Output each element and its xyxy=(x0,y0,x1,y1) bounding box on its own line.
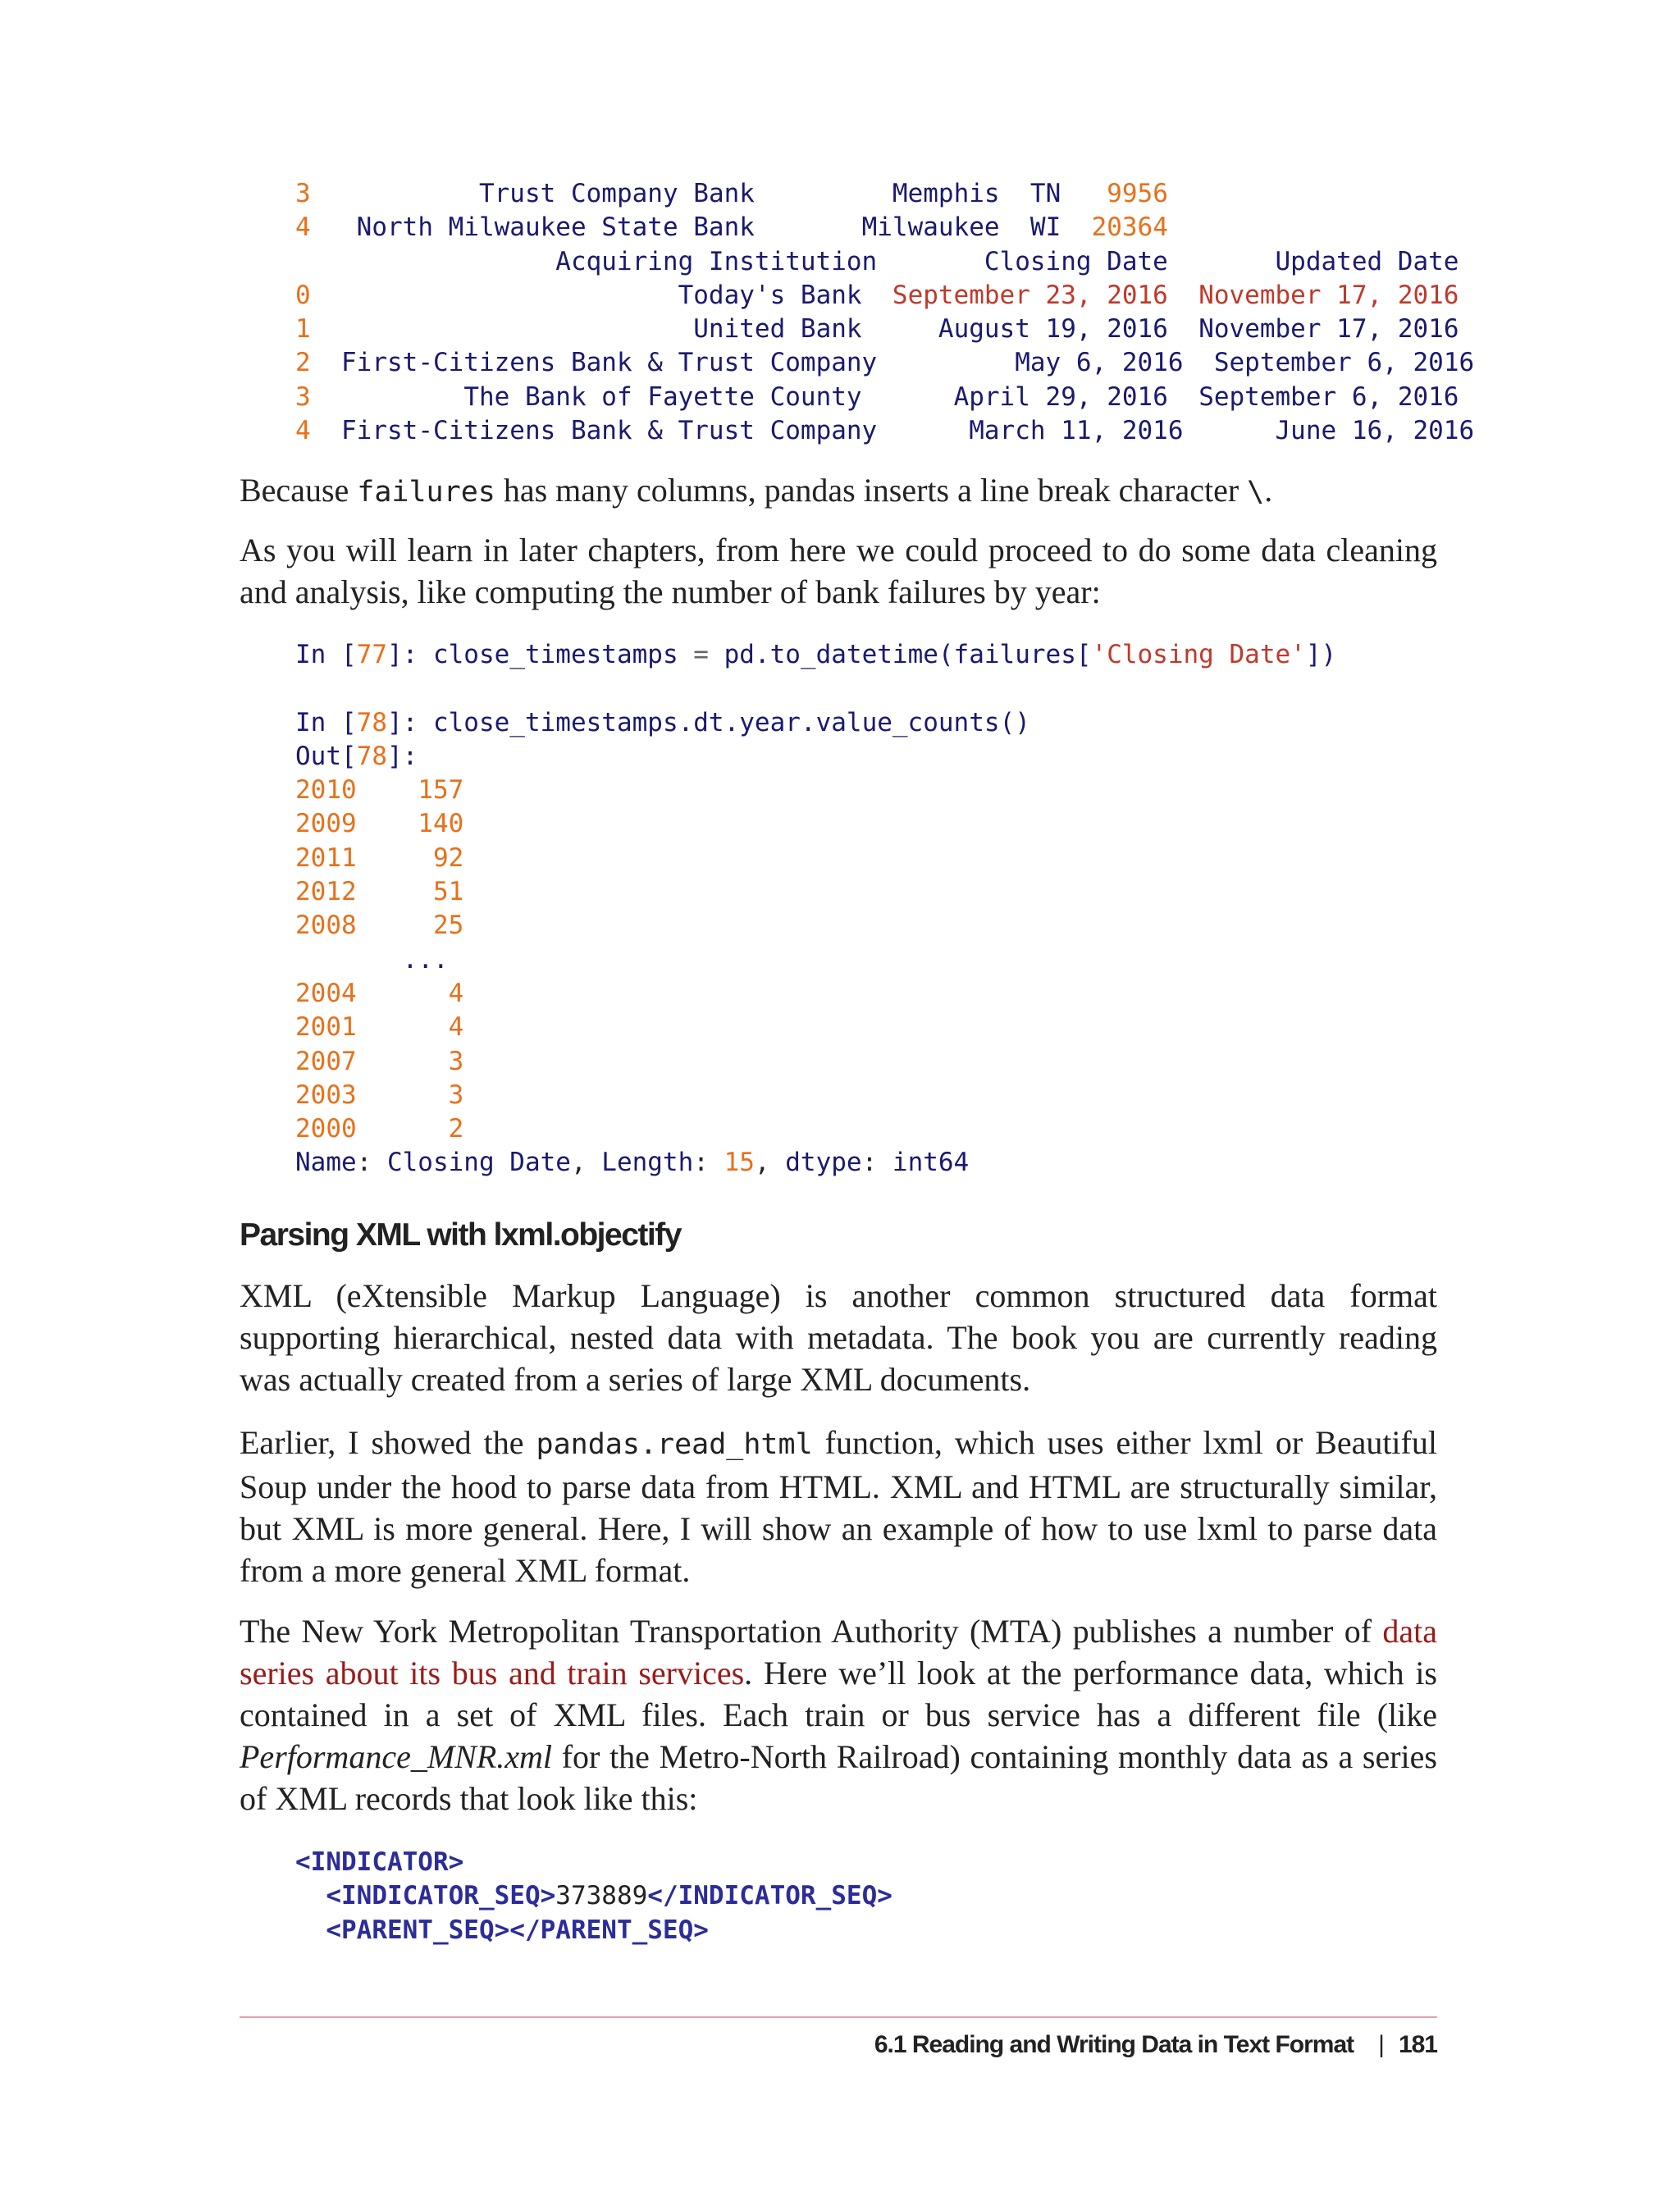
table-row: 1 United Bank August 19, 2016 November 17, 2016 xyxy=(295,314,1459,345)
count-row: 2007 3 xyxy=(295,1046,464,1076)
table-row: 4 North Milwaukee State Bank Milwaukee WI 20364 xyxy=(295,212,1168,243)
count-row: 2001 4 xyxy=(295,1012,464,1043)
paragraph-xml-intro: XML (eXtensible Markup Language) is another common structured data format supporting hierarchical, nested data with metadata. The book you are currently reading was actually created from a series of large XML documents. xyxy=(240,1277,1437,1398)
page-footer xyxy=(874,2031,1437,2059)
count-row: 2000 2 xyxy=(295,1114,464,1144)
code-block-value-counts xyxy=(295,638,1336,1180)
paragraph-read-html: Earlier, I showed the pandas.read_html function, which uses either lxml or Beautiful Soup under the hood to parse data from HTML. XML and HTML are structurally similar, but XML is more general. Here, I will show an example of how to use lxml to parse data from a more general XML format. xyxy=(240,1424,1437,1589)
series-footer: Name: Closing Date, Length: 15, dtype: int64 xyxy=(295,1148,970,1178)
count-row: 2009 140 xyxy=(295,809,464,839)
paragraph-line-break: Because failures has many columns, pandas inserts a line break character \. xyxy=(240,472,1273,509)
count-row: 2010 157 xyxy=(295,775,464,806)
paragraph-mta: The New York Metropolitan Transportation Authority (MTA) publishes a number of data series about its bus and train services. Here we’ll look at the performance data, which is contained in a set of XML files. Each train or bus service has a different file (like Performance_MNR.xml for the Metro-North Railroad) containing monthly data as a series of XML records that look like this: xyxy=(240,1613,1437,1817)
table-row: 4 First-Citizens Bank & Trust Company March 11, 2016 June 16, 2016 xyxy=(295,416,1475,446)
count-row: 2008 25 xyxy=(295,911,464,941)
page-number: 181 xyxy=(1398,2031,1437,2058)
count-row: 2011 92 xyxy=(295,842,464,873)
count-row: 2004 4 xyxy=(295,978,464,1008)
xml-line: <PARENT_SEQ></PARENT_SEQ> xyxy=(326,1915,709,1945)
xml-code-block xyxy=(295,1846,892,1947)
code-line-out78: Out[78]: xyxy=(295,741,418,771)
count-row: 2012 51 xyxy=(295,877,464,907)
dataframe-output xyxy=(295,177,1474,448)
section-heading: Parsing XML with lxml.objectify xyxy=(240,1217,681,1253)
mta-data-link[interactable]: data series about its bus and train services xyxy=(240,1613,1437,1691)
count-row: 2003 3 xyxy=(295,1080,464,1110)
table-row: 3 Trust Company Bank Memphis TN 9956 xyxy=(295,179,1168,208)
table-row: 2 First-Citizens Bank & Trust Company May 6, 2016 September 6, 2016 xyxy=(295,348,1475,378)
count-row-ellipsis: ... xyxy=(402,944,449,975)
code-line-in78: In [78]: close_timestamps.dt.year.value_counts() xyxy=(295,707,1030,737)
footer-divider xyxy=(240,2016,1437,2018)
xml-line: <INDICATOR> xyxy=(295,1847,464,1877)
table-row: 0 Today's Bank September 23, 2016 November 17, 2016 xyxy=(295,280,1459,310)
paragraph-analysis: As you will learn in later chapters, from here we could proceed to do some data cleaning and analysis, like computing the number of bank failures by year: xyxy=(240,532,1437,610)
footer-separator: | xyxy=(1378,2031,1384,2058)
code-line-in77: In [77]: close_timestamps = pd.to_datetime(failures['Closing Date']) xyxy=(295,640,1337,669)
footer-section-title: 6.1 Reading and Writing Data in Text Format xyxy=(874,2031,1354,2058)
xml-line: <INDICATOR_SEQ>373889</INDICATOR_SEQ> xyxy=(326,1881,892,1911)
table-header: Acquiring Institution Closing Date Updated Date xyxy=(555,246,1459,276)
table-row: 3 The Bank of Fayette County April 29, 2016 September 6, 2016 xyxy=(295,381,1459,412)
